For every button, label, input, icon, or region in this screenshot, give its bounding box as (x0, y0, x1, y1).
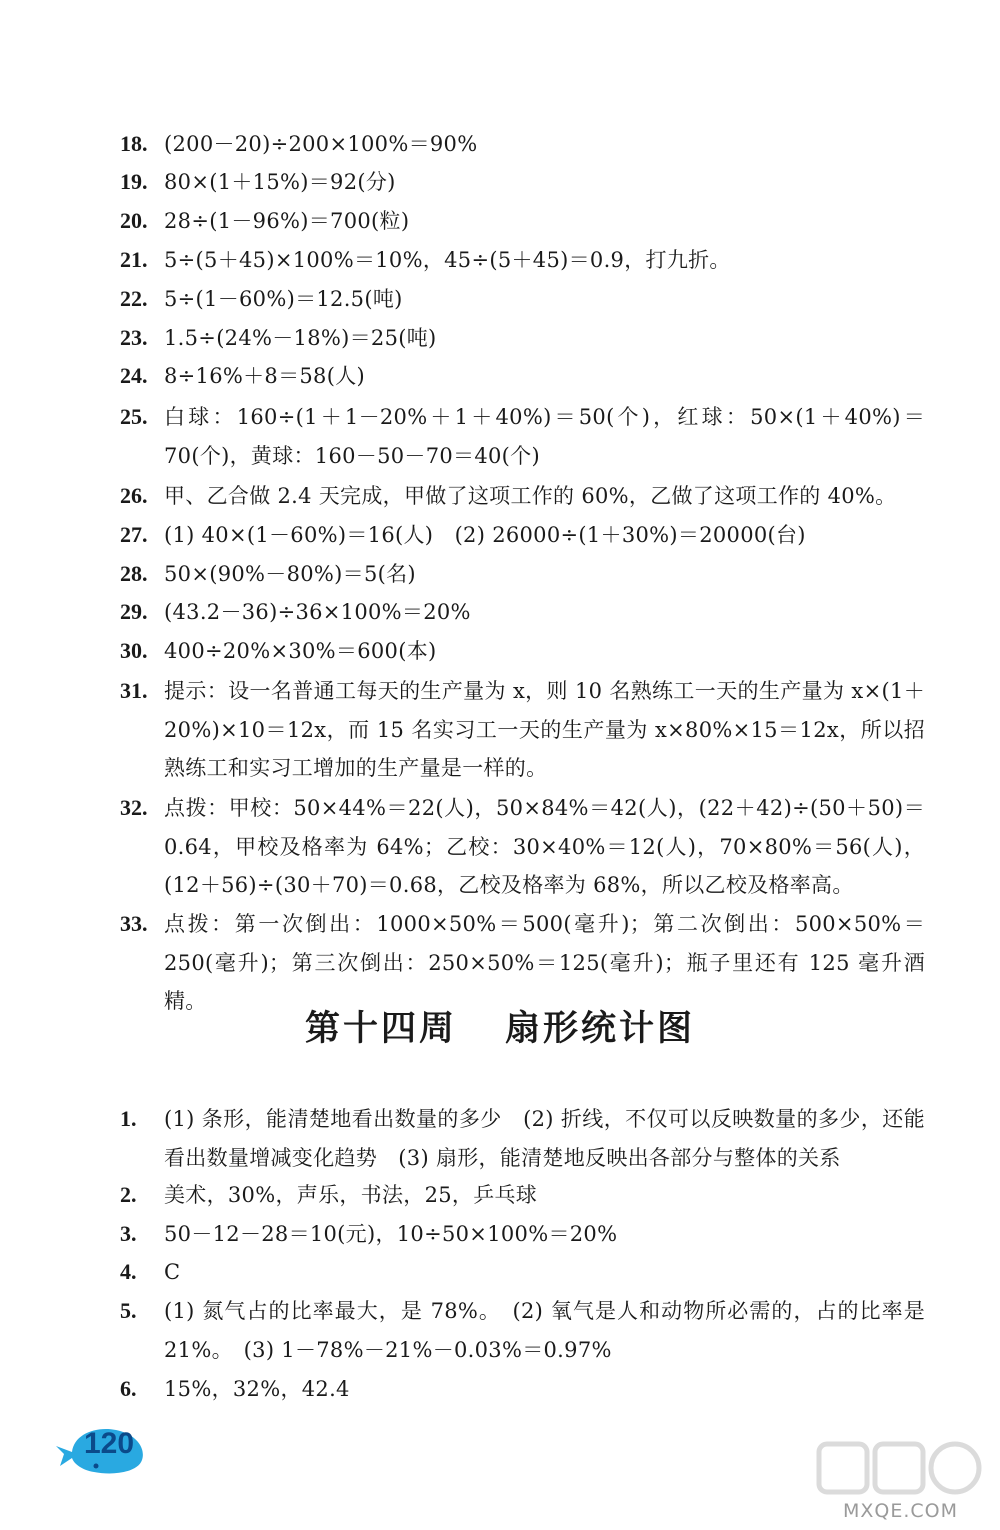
answer-item-25 (120, 398, 925, 475)
item-number: 6. (120, 1376, 137, 1401)
item-text: 点拨：甲校：50×44%＝22(人)，50×84%＝42(人)，(22＋42)÷(50＋50)＝0.64，甲校及格率为 64%；乙校：30×40%＝12(人)，70×80%＝56(人)，(12＋56)÷(30＋70)＝0.68，乙校及格率为 68%，所以乙校及格率高。 (164, 796, 925, 897)
item-text: (1) 40×(1－60%)＝16(人) (2) 26000÷(1＋30%)＝20000(台) (164, 523, 806, 547)
answer-item-3 (120, 1215, 925, 1254)
answer-item-5 (120, 1292, 925, 1369)
answer-item-22 (120, 280, 925, 319)
answer-item-23 (120, 319, 925, 358)
item-number: 19. (120, 169, 148, 194)
answer-item-6 (120, 1370, 925, 1409)
answer-item-1 (120, 1100, 925, 1177)
item-text: 80×(1＋15%)＝92(分) (164, 170, 396, 194)
item-text: 50－12－28＝10(元)，10÷50×100%＝20% (164, 1222, 618, 1246)
answer-item-4 (120, 1253, 925, 1292)
item-number: 20. (120, 208, 148, 233)
item-text: 甲、乙合做 2.4 天完成，甲做了这项工作的 60%，乙做了这项工作的 40%。 (164, 484, 897, 508)
item-text: 点拨：第一次倒出：1000×50%＝500(毫升)；第二次倒出：500×50%＝250(毫升)；第三次倒出：250×50%＝125(毫升)；瓶子里还有 125 毫升酒精。 (164, 912, 925, 1013)
item-number: 31. (120, 678, 148, 703)
answer-item-31 (120, 672, 925, 788)
item-number: 4. (120, 1259, 137, 1284)
section-topic: 扇形统计图 (505, 1009, 696, 1049)
item-text: (43.2－36)÷36×100%＝20% (164, 600, 471, 624)
item-text: 5÷(1－60%)＝12.5(吨) (164, 287, 403, 311)
item-text: (200－20)÷200×100%＝90% (164, 132, 478, 156)
item-number: 26. (120, 483, 148, 508)
item-text: 28÷(1－96%)＝700(粒) (164, 209, 410, 233)
item-number: 1. (120, 1106, 137, 1131)
answer-item-19 (120, 163, 925, 202)
item-number: 25. (120, 404, 148, 429)
answer-item-20 (120, 202, 925, 241)
item-number: 23. (120, 325, 148, 350)
answer-item-24 (120, 357, 925, 396)
section-week: 第十四周 (304, 1009, 457, 1049)
item-text: 15%，32%，42.4 (164, 1377, 350, 1401)
item-text: (1) 氮气占的比率最大，是 78%。 (2) 氧气是人和动物所必需的，占的比率是 21%。 (3) 1－78%－21%－0.03%＝0.97% (164, 1299, 925, 1362)
item-number: 29. (120, 599, 148, 624)
item-text: 5÷(5＋45)×100%＝10%，45÷(5＋45)＝0.9，打九折。 (164, 248, 731, 272)
item-number: 30. (120, 638, 148, 663)
item-text: 8÷16%＋8＝58(人) (164, 364, 366, 388)
answer-item-2 (120, 1176, 925, 1215)
item-text: (1) 条形，能清楚地看出数量的多少 (2) 折线，不仅可以反映数量的多少，还能看出数量增减变化趋势 (3) 扇形，能清楚地反映出各部分与整体的关系 (164, 1107, 925, 1170)
answer-item-28 (120, 555, 925, 594)
item-number: 24. (120, 363, 148, 388)
item-text: 50×(90%－80%)＝5(名) (164, 562, 416, 586)
item-number: 32. (120, 795, 148, 820)
item-number: 18. (120, 131, 148, 156)
item-text: 提示：设一名普通工每天的生产量为 x，则 10 名熟练工一天的生产量为 x×(1＋20%)×10＝12x，而 15 名实习工一天的生产量为 x×80%×15＝12x，所以招熟练工和实习工增加的生产量是一样的。 (164, 679, 925, 780)
item-number: 5. (120, 1298, 137, 1323)
answer-item-21 (120, 241, 925, 280)
item-number: 27. (120, 522, 148, 547)
section-title (0, 1001, 1000, 1051)
item-text: 白球：160÷(1＋1－20%＋1＋40%)＝50(个)，红球：50×(1＋40%)＝70(个)，黄球：160－50－70＝40(个) (164, 405, 925, 468)
item-text: 400÷20%×30%＝600(本) (164, 639, 437, 663)
answer-item-32 (120, 789, 925, 905)
item-text: C (164, 1260, 181, 1284)
page-number: 120 (84, 1427, 135, 1460)
answer-item-29 (120, 593, 925, 632)
item-text: 1.5÷(24%－18%)＝25(吨) (164, 326, 437, 350)
answer-item-27 (120, 516, 925, 555)
answer-item-30 (120, 632, 925, 671)
item-number: 28. (120, 561, 148, 586)
item-number: 22. (120, 286, 148, 311)
answer-item-18 (120, 125, 925, 164)
item-number: 3. (120, 1221, 137, 1246)
item-text: 美术，30%，声乐，书法，25，乒乓球 (164, 1183, 538, 1207)
answer-item-26 (120, 477, 925, 516)
item-number: 2. (120, 1182, 137, 1207)
item-number: 33. (120, 911, 148, 936)
item-number: 21. (120, 247, 148, 272)
watermark-url: MXQE.COM (843, 1500, 959, 1522)
